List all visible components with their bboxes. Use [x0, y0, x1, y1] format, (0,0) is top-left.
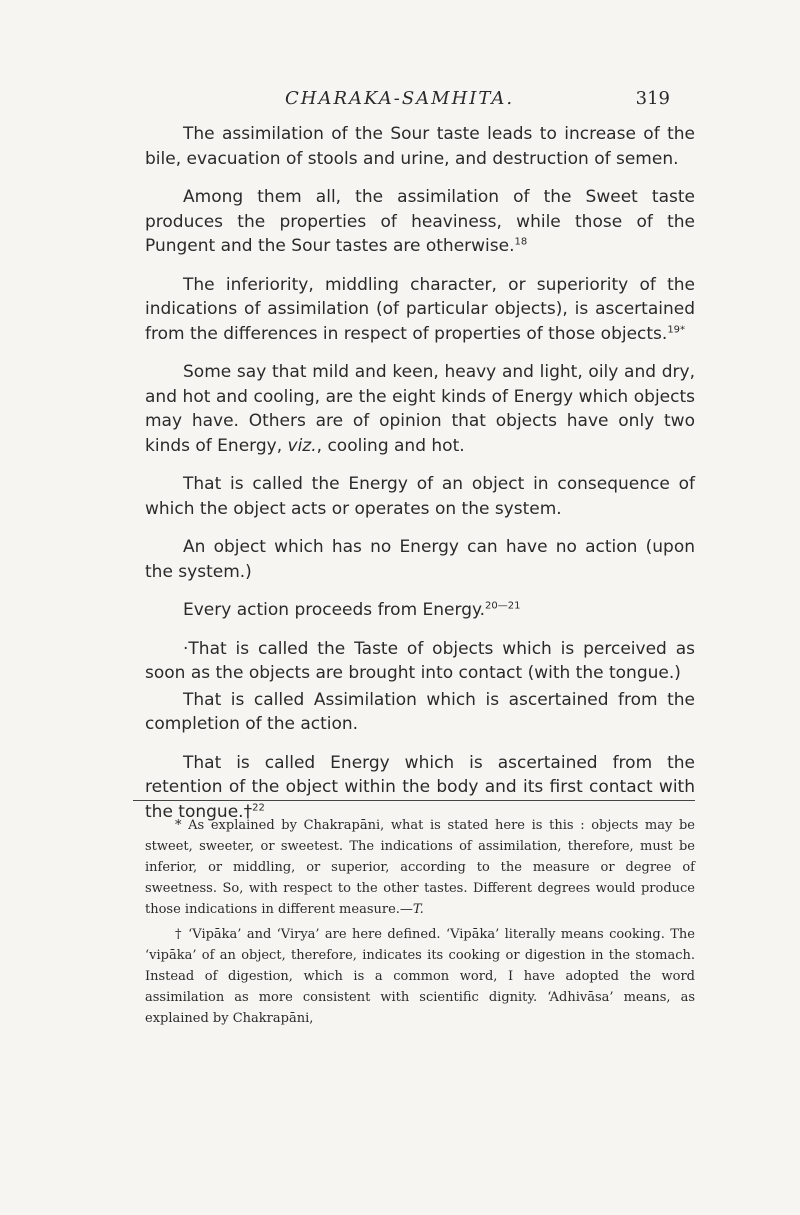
paragraph-taste-definition: ·That is called the Taste of objects which is perceived as soon as the objects are brought into contact (with the tongue.) [145, 638, 695, 683]
reference-number: 20—21 [485, 600, 521, 612]
footnote-divider [133, 800, 695, 801]
footnote-dagger: † ‘Vipāka’ and ‘Virya’ are here defined. ‘Vipāka’ literally means cooking. The ‘vipāka’ of an object, therefore, indicates its cooking or digestion in the stomach. Instead of digestion, which is a common word, I have adopted the word assimilation as more consistent with scientific dignity. ‘Adhivāsa’ means, as explained by Chakrapāni, [145, 927, 695, 1026]
page-header [145, 88, 670, 112]
paragraph-energy-retention: That is called Energy which is ascertained from the retention of the object within the body and its first contact with the tongue.†$^{22}$ [145, 752, 695, 822]
paragraph-energy-definition: That is called the Energy of an object in consequence of which the object acts or operates on the system. [145, 474, 695, 519]
running-title: CHARAKA-SAMHITA. [285, 88, 515, 109]
paragraph-sour-taste: The assimilation of the Sour taste leads to increase of the bile, evacuation of stools and urine, and destruction of semen. [145, 124, 695, 169]
footnotes [145, 815, 695, 1033]
reference-number: 18 [514, 236, 528, 248]
reference-number: 22 [252, 801, 265, 813]
paragraph-no-energy: An object which has no Energy can have no action (upon the system.) [145, 537, 695, 582]
paragraph-kinds-of-energy: Some say that mild and keen, heavy and light, oily and dry, and hot and cooling, are the eight kinds of Energy which objects may have. Others are of opinion that objects have only two kinds of Energy, viz., cooling and hot. [145, 362, 695, 456]
reference-number: 19* [667, 323, 686, 335]
paragraph-every-action: Every action proceeds from Energy.$^{20—21}$ [183, 600, 521, 620]
main-text [145, 122, 695, 838]
footnote-asterisk: * As explained by Chakrapāni, what is stated here is this : objects may be stweet, sweeter, or sweetest. The indications of assimilation, therefore, must be inferior, or middling, or superior, according to the measure or degree of sweetness. So, with respect to the other tastes. Different degrees would produce those indications in different measure.—T. [145, 818, 695, 917]
page-number: 319 [635, 88, 670, 109]
paragraph-assimilation-definition: That is called Assimilation which is ascertained from the completion of the action. [145, 689, 695, 734]
paragraph-indications: The inferiority, middling character, or superiority of the indications of assimilation (of particular objects), is ascertained from the differences in respect of properties of those objects.$^{19*}$ [145, 274, 695, 344]
paragraph-sweet-taste: Among them all, the assimilation of the Sweet taste produces the properties of heaviness, while those of the Pungent and the Sour tastes are otherwise.$^{18}$ [145, 187, 695, 256]
